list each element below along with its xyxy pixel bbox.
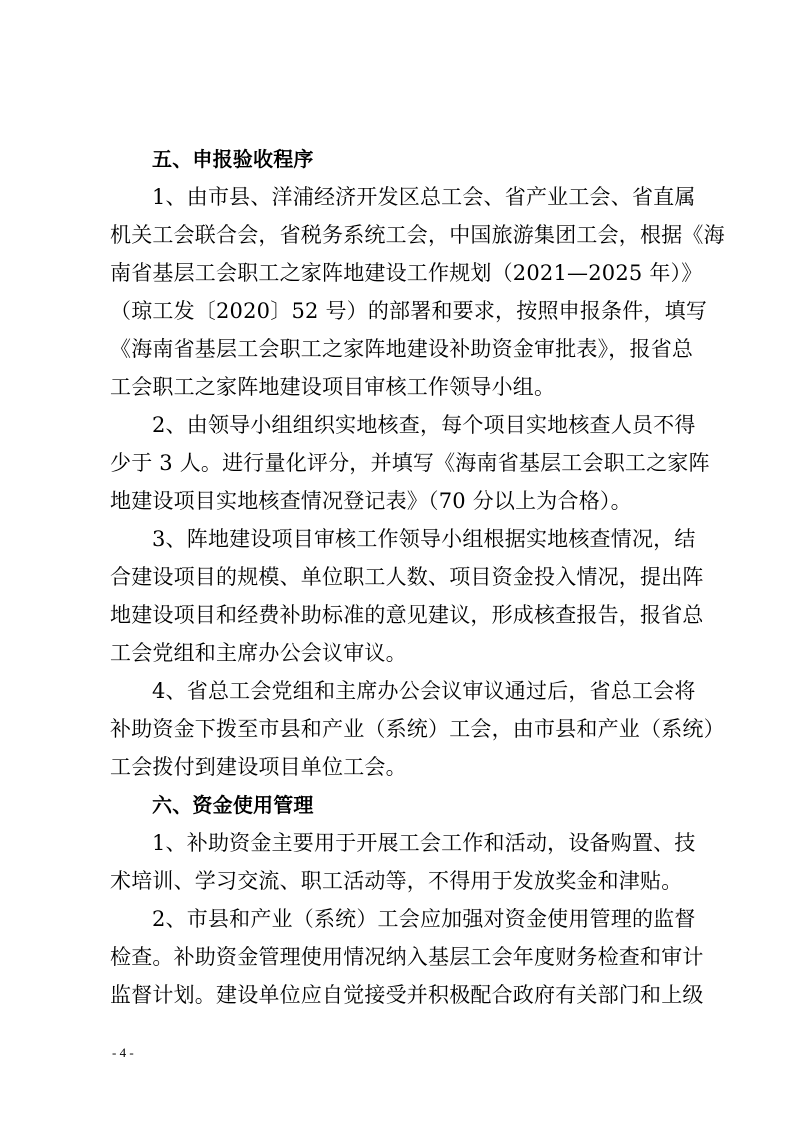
text-line: 监督计划。建设单位应自觉接受并积极配合政府有关部门和上级: [110, 983, 704, 1007]
text-line: 检查。补助资金管理使用情况纳入基层工会年度财务检查和审计: [110, 945, 704, 969]
text-line: 机关工会联合会，省税务系统工会，中国旅游集团工会，根据《海: [110, 223, 725, 247]
section-heading-5: 五、申报验收程序: [152, 147, 314, 171]
page-number: - 4 -: [112, 1045, 134, 1060]
text-line: （琼工发〔2020〕52 号）的部署和要求，按照申报条件，填写: [110, 299, 708, 323]
text-line: 少于 3 人。进行量化评分，并填写《海南省基层工会职工之家阵: [110, 451, 710, 475]
text-line: 1、补助资金主要用于开展工会工作和活动，设备购置、技: [152, 831, 696, 855]
paragraph-6-1: [110, 824, 696, 900]
text-line: 1、由市县、洋浦经济开发区总工会、省产业工会、省直属: [152, 185, 696, 209]
text-line: 术培训、学习交流、职工活动等，不得用于发放奖金和津贴。: [110, 869, 683, 893]
text-line: 3、阵地建设项目审核工作领导小组根据实地核查情况，结: [152, 527, 696, 551]
text-line: 地建设项目实地核查情况登记表》（70 分以上为合格）。: [110, 489, 632, 513]
paragraph-5-3: [110, 520, 704, 672]
text-line: 4、省总工会党组和主席办公会议审议通过后，省总工会将: [152, 679, 696, 703]
text-line: 工会拨付到建设项目单位工会。: [110, 755, 407, 779]
text-line: 南省基层工会职工之家阵地建设工作规划（2021—2025 年）》: [110, 261, 703, 285]
paragraph-5-4: [110, 672, 725, 786]
text-line: 《海南省基层工会职工之家阵地建设补助资金审批表》，报省总: [110, 337, 694, 361]
text-line: 工会党组和主席办公会议审议。: [110, 641, 407, 665]
text-line: 地建设项目和经费补助标准的意见建议，形成核查报告，报省总: [110, 603, 704, 627]
text-line: 2、由领导小组组织实地核查，每个项目实地核查人员不得: [152, 413, 696, 437]
document-body: [110, 140, 725, 1014]
text-line: 合建设项目的规模、单位职工人数、项目资金投入情况，提出阵: [110, 565, 704, 589]
paragraph-5-1: [110, 178, 725, 406]
section-heading-6: 六、资金使用管理: [152, 793, 314, 817]
text-line: 补助资金下拨至市县和产业（系统）工会，由市县和产业（系统）: [110, 717, 725, 741]
paragraph-5-2: [110, 406, 710, 520]
text-line: 2、市县和产业（系统）工会应加强对资金使用管理的监督: [152, 907, 696, 931]
paragraph-6-2: [110, 900, 704, 1014]
text-line: 工会职工之家阵地建设项目审核工作领导小组。: [110, 375, 556, 399]
